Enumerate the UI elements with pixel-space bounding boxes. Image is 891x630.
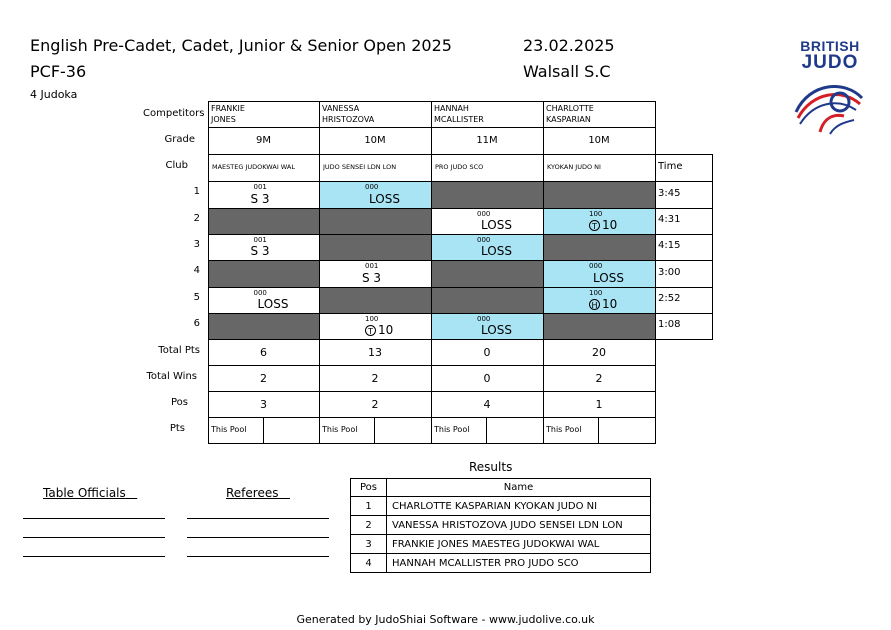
match-cell-empty bbox=[319, 287, 431, 313]
label-competitors: Competitors bbox=[143, 108, 205, 119]
grid-line bbox=[712, 154, 713, 340]
competitor-total-pts: 13 bbox=[368, 345, 382, 359]
results-pos: 4 bbox=[351, 554, 387, 573]
competitor-first-name: CHARLOTTE bbox=[546, 104, 594, 113]
score-code: 000 bbox=[589, 262, 603, 270]
label-pts: Pts bbox=[169, 423, 185, 434]
hansoku-circle-icon: H bbox=[589, 299, 600, 310]
pool-name: PCF-36 bbox=[30, 62, 87, 81]
match-cell-score bbox=[319, 260, 431, 287]
match-time: 2:52 bbox=[658, 293, 681, 304]
score-code: 000 bbox=[477, 210, 491, 218]
pts-this-pool: This Pool bbox=[211, 425, 247, 434]
grid-line bbox=[208, 234, 713, 235]
referee-line bbox=[187, 518, 329, 519]
referees-text: Referees bbox=[226, 486, 279, 500]
grid-line bbox=[208, 365, 656, 366]
competitor-last-name: HRISTOZOVA bbox=[322, 115, 375, 124]
grid-line bbox=[208, 339, 713, 340]
grid-line bbox=[208, 391, 656, 392]
competitor-total-wins: 0 bbox=[483, 371, 491, 385]
pts-divider bbox=[486, 417, 487, 443]
score-code: 100 bbox=[589, 210, 603, 218]
event-venue: Walsall S.C bbox=[523, 62, 611, 81]
grid-line bbox=[208, 181, 713, 182]
competitor-first-name: VANESSA bbox=[322, 104, 360, 113]
score-code: 000 bbox=[253, 289, 267, 297]
match-number: 6 bbox=[193, 318, 200, 329]
match-cell-score bbox=[208, 287, 319, 313]
match-number: 1 bbox=[193, 186, 200, 197]
label-total-wins: Total Wins bbox=[146, 371, 197, 382]
competitor-pos: 1 bbox=[595, 397, 603, 411]
logo-line2: JUDO bbox=[801, 52, 859, 73]
judoka-count: 4 Judoka bbox=[30, 88, 78, 101]
pts-this-pool: This Pool bbox=[546, 425, 582, 434]
grid-line bbox=[208, 154, 713, 155]
match-cell-empty bbox=[319, 208, 431, 234]
time-header: Time bbox=[658, 161, 683, 172]
match-cell-empty bbox=[543, 313, 655, 339]
competitor-name bbox=[211, 103, 318, 125]
label-total-pts: Total Pts bbox=[158, 345, 200, 356]
pts-divider bbox=[374, 417, 375, 443]
pts-divider bbox=[598, 417, 599, 443]
match-time: 3:45 bbox=[658, 187, 681, 199]
score-code: 001 bbox=[253, 183, 267, 191]
match-time: 3:00 bbox=[658, 266, 681, 278]
grid-line bbox=[655, 101, 656, 444]
competitor-name bbox=[546, 103, 654, 125]
logo-line1: BRITISH bbox=[800, 38, 860, 54]
grid-line bbox=[431, 101, 432, 444]
results-name: HANNAH MCALLISTER PRO JUDO SCO bbox=[387, 554, 651, 573]
competitor-grade: 11M bbox=[476, 135, 498, 146]
results-header-name: Name bbox=[387, 479, 651, 497]
competitor-club: JUDO SENSEI LDN LON bbox=[323, 163, 397, 171]
match-time: 4:31 bbox=[658, 214, 681, 225]
grid-line bbox=[208, 287, 713, 288]
score-code: 000 bbox=[477, 315, 491, 323]
referees-label bbox=[226, 486, 290, 500]
grid-line bbox=[208, 260, 713, 261]
grid-line bbox=[543, 101, 544, 444]
score-code: 100 bbox=[589, 289, 603, 297]
results-name: CHARLOTTE KASPARIAN KYOKAN JUDO NI bbox=[387, 497, 651, 516]
score-result: S 3 bbox=[250, 244, 270, 258]
competitor-club: PRO JUDO SCO bbox=[435, 163, 484, 171]
score-code: 000 bbox=[365, 183, 379, 191]
competitor-total-wins: 2 bbox=[595, 371, 603, 385]
match-cell-score bbox=[543, 260, 655, 287]
grid-line bbox=[208, 101, 656, 102]
match-cell-score bbox=[431, 208, 543, 234]
competitor-last-name: MCALLISTER bbox=[434, 115, 484, 124]
score-result: LOSS bbox=[481, 323, 512, 337]
match-cell-score bbox=[319, 181, 431, 208]
pts-this-pool: This Pool bbox=[322, 425, 358, 434]
score-result: LOSS bbox=[481, 244, 512, 258]
match-cell-empty bbox=[208, 313, 319, 339]
competitor-club: MAESTEG JUDOKWAI WAL bbox=[212, 163, 295, 171]
match-number: 5 bbox=[193, 292, 200, 303]
match-cell-score bbox=[543, 287, 655, 313]
results-name: VANESSA HRISTOZOVA JUDO SENSEI LDN LON bbox=[387, 516, 651, 535]
results-pos: 1 bbox=[351, 497, 387, 516]
competitor-club: KYOKAN JUDO NI bbox=[547, 163, 601, 171]
score-code: 001 bbox=[253, 236, 267, 244]
match-cell-score bbox=[431, 313, 543, 339]
results-table bbox=[350, 478, 651, 573]
results-title: Results bbox=[469, 460, 513, 474]
match-cell-score bbox=[543, 208, 655, 234]
competitor-last-name: JONES bbox=[211, 115, 236, 124]
competitor-total-pts: 6 bbox=[260, 345, 267, 359]
match-cell-empty bbox=[319, 234, 431, 260]
competitor-pos: 3 bbox=[260, 397, 267, 411]
competitor-last-name: KASPARIAN bbox=[546, 115, 591, 124]
official-line bbox=[23, 537, 165, 538]
competitor-name bbox=[434, 103, 542, 125]
match-cell-score bbox=[208, 234, 319, 260]
competitor-first-name: HANNAH bbox=[434, 104, 469, 113]
match-number: 4 bbox=[193, 265, 200, 276]
competitor-grade: 10M bbox=[588, 135, 610, 146]
score-code: 001 bbox=[365, 262, 379, 270]
label-pos: Pos bbox=[170, 397, 188, 408]
match-cell-empty bbox=[543, 234, 655, 260]
referee-line bbox=[187, 537, 329, 538]
table-officials-text: Table Officials bbox=[43, 486, 126, 500]
score-result: T 10 bbox=[589, 219, 617, 232]
competitor-grade: 9M bbox=[256, 135, 271, 146]
results-name: FRANKIE JONES MAESTEG JUDOKWAI WAL bbox=[387, 535, 651, 554]
competitor-pos: 4 bbox=[483, 397, 491, 411]
match-cell-empty bbox=[431, 181, 543, 208]
match-cell-empty bbox=[431, 287, 543, 313]
official-line bbox=[23, 556, 165, 557]
competitor-total-wins: 2 bbox=[371, 371, 379, 385]
tori-circle-icon: T bbox=[589, 220, 600, 231]
grid-line bbox=[208, 443, 656, 444]
match-cell-score bbox=[431, 234, 543, 260]
match-number: 2 bbox=[193, 213, 200, 224]
competitor-total-pts: 0 bbox=[483, 345, 491, 359]
event-title: English Pre-Cadet, Cadet, Junior & Senior Open 2025 bbox=[30, 36, 452, 55]
score-result: LOSS bbox=[257, 297, 289, 311]
match-cell-empty bbox=[543, 181, 655, 208]
score-result: T 10 bbox=[365, 324, 393, 337]
event-date: 23.02.2025 bbox=[523, 36, 615, 55]
match-time: 1:08 bbox=[658, 319, 681, 330]
score-result: LOSS bbox=[593, 271, 624, 285]
grid-line bbox=[319, 101, 320, 444]
score-result: S 3 bbox=[250, 192, 270, 206]
competitor-first-name: FRANKIE bbox=[211, 104, 245, 113]
match-number: 3 bbox=[193, 239, 200, 250]
match-cell-empty bbox=[208, 260, 319, 287]
results-pos: 3 bbox=[351, 535, 387, 554]
label-club: Club bbox=[165, 160, 188, 171]
pts-divider bbox=[263, 417, 264, 443]
match-cell-score bbox=[319, 313, 431, 339]
grid-line bbox=[208, 313, 713, 314]
footer-text: Generated by JudoShiai Software - www.judolive.co.uk bbox=[296, 613, 595, 626]
referee-line bbox=[187, 556, 329, 557]
score-result: LOSS bbox=[481, 218, 512, 232]
competitor-grade: 10M bbox=[364, 135, 386, 146]
score-code: 000 bbox=[477, 236, 491, 244]
score-result: S 3 bbox=[362, 271, 382, 285]
competitor-pos: 2 bbox=[371, 397, 379, 411]
match-time: 4:15 bbox=[658, 240, 681, 251]
grid-line bbox=[208, 208, 713, 209]
table-officials-label bbox=[43, 486, 137, 500]
competitor-name bbox=[322, 103, 430, 125]
score-result: LOSS bbox=[369, 192, 400, 206]
competitor-total-wins: 2 bbox=[260, 371, 267, 385]
grid-line bbox=[208, 101, 209, 444]
match-cell-empty bbox=[431, 260, 543, 287]
results-header-pos: Pos bbox=[351, 479, 387, 497]
label-grade: Grade bbox=[164, 134, 195, 145]
match-cell-empty bbox=[208, 208, 319, 234]
competitor-total-pts: 20 bbox=[592, 345, 606, 359]
pts-this-pool: This Pool bbox=[434, 425, 470, 434]
grid-line bbox=[208, 127, 656, 128]
official-line bbox=[23, 518, 165, 519]
match-cell-score bbox=[208, 181, 319, 208]
results-pos: 2 bbox=[351, 516, 387, 535]
grid-line bbox=[208, 417, 656, 418]
score-code: 100 bbox=[365, 315, 379, 323]
tori-circle-icon: T bbox=[365, 325, 376, 336]
score-result: H 10 bbox=[589, 298, 617, 311]
